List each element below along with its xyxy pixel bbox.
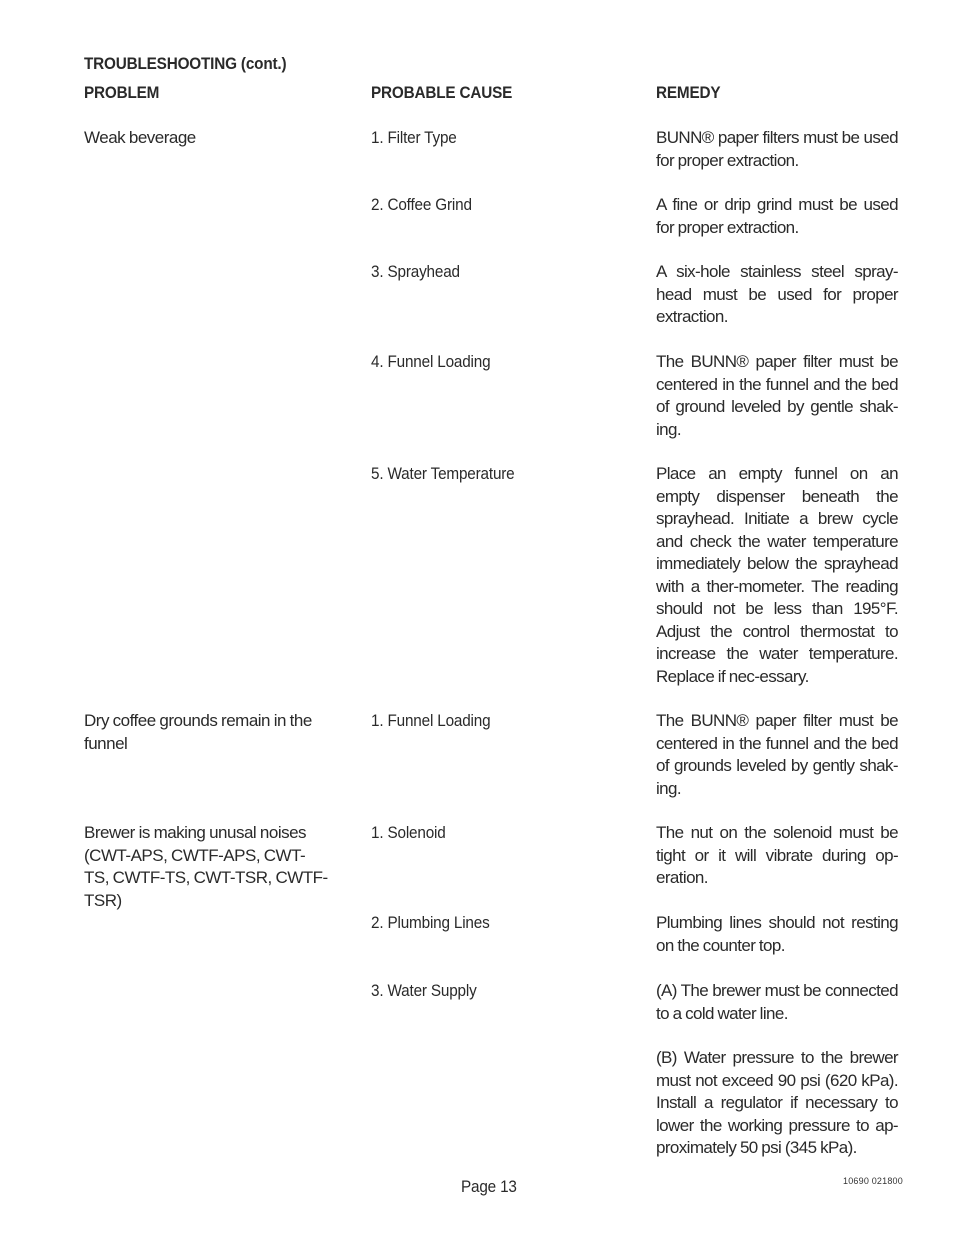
cause-text: 1. Solenoid bbox=[371, 823, 446, 842]
cause-text: 2. Coffee Grind bbox=[371, 195, 472, 214]
page-number: Page 13 bbox=[461, 1177, 517, 1196]
remedy-text: The nut on the solenoid must be tight or it will vibrate during op-eration. bbox=[656, 823, 898, 887]
cause-text: 1. Funnel Loading bbox=[371, 711, 491, 730]
remedy-text: (B) Water pressure to the brewer must not exceed 90 psi (620 kPa). Install a regulator if necessary to lower the working pressure to ap-proximately 50 psi (345 kPa). bbox=[656, 1048, 898, 1157]
remedy-text: The BUNN® paper filter must be centered in the funnel and the bed of ground leveled by gentle shak-ing. bbox=[656, 352, 898, 439]
column-header-problem: PROBLEM bbox=[84, 83, 160, 102]
remedy-text: The BUNN® paper filter must be centered in the funnel and the bed of grounds leveled by gently shak-ing. bbox=[656, 711, 898, 798]
cause-text: 5. Water Temperature bbox=[371, 464, 515, 483]
cause-text: 2. Plumbing Lines bbox=[371, 913, 490, 932]
document-code: 10690 021800 bbox=[843, 1176, 903, 1186]
section-title: TROUBLESHOOTING (cont.) bbox=[84, 54, 287, 73]
remedy-text: A six-hole stainless steel spray-head must be used for proper extraction. bbox=[656, 262, 898, 326]
remedy-text: A fine or drip grind must be used for proper extraction. bbox=[656, 195, 898, 237]
column-header-cause: PROBABLE CAUSE bbox=[371, 83, 513, 102]
cause-text: 3. Sprayhead bbox=[371, 262, 460, 281]
remedy-text: BUNN® paper filters must be used for proper extraction. bbox=[656, 128, 898, 170]
remedy-text: (A) The brewer must be connected to a cold water line. bbox=[656, 981, 898, 1023]
problem-text: Brewer is making unusal noises (CWT-APS, CWTF-APS, CWT-TS, CWTF-TS, CWT-TSR, CWTF-TSR) bbox=[84, 823, 328, 910]
remedy-text: Plumbing lines should not resting on the counter top. bbox=[656, 913, 898, 955]
column-header-remedy: REMEDY bbox=[656, 83, 721, 102]
cause-text: 1. Filter Type bbox=[371, 128, 457, 147]
problem-text: Weak beverage bbox=[84, 128, 196, 147]
cause-text: 3. Water Supply bbox=[371, 981, 477, 1000]
cause-text: 4. Funnel Loading bbox=[371, 352, 491, 371]
remedy-text: Place an empty funnel on an empty dispenser beneath the sprayhead. Initiate a brew cycle and check the water temperature immediately below the sprayhead with a ther-mometer. The reading should not be less than 195°F. Adjust the control thermostat to increase the water temperature. Replace if nec-essary. bbox=[656, 464, 898, 686]
problem-text: Dry coffee grounds remain in the funnel bbox=[84, 711, 312, 753]
